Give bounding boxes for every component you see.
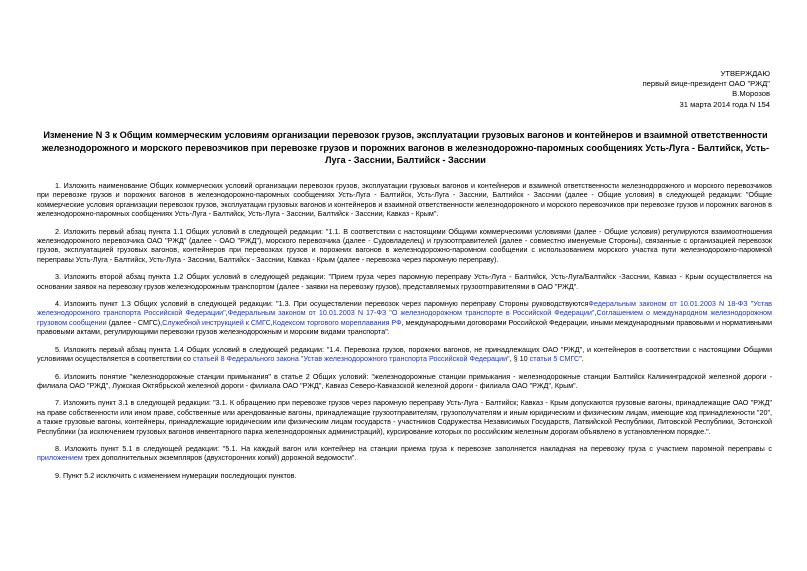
paragraph-2: 2. Изложить первый абзац пункта 1.1 Общих условий в следующей редакции: "1.1. В соответствии с настоящими Общими коммерческими условиями (далее - Общие условия) регулируются взаимоотношения железнодорожного перевозчика ОАО "РЖД" (далее - ОАО "РЖД"), морского перевозчика (далее - Судовладелец) и грузоотправителей (далее - совместно именуемые Стороны), связанные с организацией перевозок грузов, эксплуатацией грузовых вагонов, контейнеров при перевозках грузов и порожних вагонов в железнодорожно-паромном сообщении с использованием морского участка пути железнодорожно-паромной переправы Усть-Луга - Балтийск, Усть-Луга - Засснии, Балтийск - Засснии, Кавказ - Крым (далее - перевозка через паромную переправу). bbox=[37, 226, 772, 264]
paragraph-5 bbox=[37, 345, 772, 364]
paragraph-6: 6. Изложить понятие "железнодорожные станции примыкания" в статье 2 Общих условий: "железнодорожные станции примыкания - железнодорожные станции Балтийск Калининградской железной дороги - филиала ОАО "РЖД", Лужская Октябрьской железной дороги - филиала ОАО "РЖД", Кавказ Северо-Кавказской железной дороги - филиала ОАО "РЖД", Крым". bbox=[37, 371, 772, 390]
link-smgs-agreement[interactable]: Соглашением о международном железнодорожном грузовом сообщении bbox=[37, 308, 772, 327]
approval-signatory: В.Морозов bbox=[732, 89, 770, 99]
paragraph-4 bbox=[37, 299, 772, 337]
approval-heading: УТВЕРЖДАЮ bbox=[720, 69, 770, 78]
paragraph-4-text-e: , bbox=[270, 317, 273, 327]
approval-block bbox=[643, 69, 770, 110]
link-article-5-smgs[interactable]: статьи 5 СМГС bbox=[529, 354, 580, 364]
paragraph-4-text-b: , bbox=[225, 308, 228, 318]
paragraph-4-text-c: , bbox=[594, 308, 597, 318]
link-smgs-instruction[interactable]: Служебной инструкцией к СМГС bbox=[162, 317, 271, 327]
paragraph-8-text-a: 8. Изложить пункт 5.1 в следующей редакции: "5.1. На каждый вагон или контейнер на станции приема груза к перевозке заполняется накладная на перевозку груза с участием паромной переправы с bbox=[55, 443, 772, 453]
link-federal-law-18fz[interactable]: Федеральным законом от 10.01.2003 N 18-ФЗ "Устав железнодорожного транспорта Российской Федерации" bbox=[37, 299, 773, 318]
link-federal-law-17fz[interactable]: Федеральным законом от 10.01.2003 N 17-ФЗ "О железнодорожном транспорте в Российской Федерации" bbox=[227, 308, 595, 318]
paragraph-1: 1. Изложить наименование Общих коммерческих условий организации перевозок грузов, эксплуатации грузовых вагонов и контейнеров и взаимной ответственности железнодорожного и морского перевозчиков при перевозке грузов и порожних вагонов в железнодорожно-паромных сообщениях Усть-Луга - Балтийск, Усть-Луга - Засснии, Балтийск - Засснии (далее - Общие условия) в следующей редакции: "Общие коммерческие условия организации перевозок грузов, эксплуатации грузовых вагонов и контейнеров и взаимной ответственности железнодорожного и морского перевозчиков при перевозке грузов и порожних вагонов в железнодорожно-паромных сообщениях Усть-Луга - Балтийск, Усть-Луга - Засснии, Балтийск - Засснии, Кавказ - Крым". bbox=[37, 181, 772, 219]
paragraph-4-text-d: (далее - СМГС), bbox=[106, 317, 163, 327]
paragraph-8 bbox=[37, 444, 772, 463]
link-merchant-shipping-code[interactable]: Кодексом торгового мореплавания РФ bbox=[272, 317, 402, 327]
document-title: Изменение N 3 к Общим коммерческим условиям организации перевозок грузов, эксплуатации грузовых вагонов и контейнеров и взаимной ответственности железнодорожного и морского перевозчиков при перевозке грузов и порожних вагонов в железнодорожно-паромных сообщениях Усть-Луга - Балтийск, Усть-Луга - Засснии, Балтийск - Засснии bbox=[41, 130, 770, 166]
link-article-8-railway-charter[interactable]: статьей 8 Федерального закона "Устав железнодорожного транспорта Российской Федерации" bbox=[192, 354, 510, 364]
paragraph-9: 9. Пункт 5.2 исключить с изменением нумерации последующих пунктов. bbox=[55, 470, 297, 480]
link-appendix[interactable]: приложением bbox=[37, 453, 83, 463]
paragraph-8-text-b: трех дополнительных экземпляров (двухсторонних копий) дорожной ведомости". bbox=[82, 453, 357, 463]
paragraph-4-text-f: , международными договорами Российской Федерации, иными международными правовыми и нормативными правовыми актами, регулирующими перевозки грузов железнодорожным и морским видами транспорта". bbox=[37, 317, 773, 337]
approval-date: 31 марта 2014 года N 154 bbox=[679, 99, 770, 109]
document-body bbox=[37, 181, 772, 488]
paragraph-3: 3. Изложить второй абзац пункта 1.2 Общих условий в следующей редакции: "Прием груза через паромную переправу Усть-Луга - Балтийск, Усть-Луга/Балтийск -Засснии, Кавказ - Крым осуществляется на основании заявок на перевозку грузов железнодорожным транспортом (далее - заявки на перевозку грузов), представляемых грузоотправителями в ОАО "РЖД". bbox=[37, 272, 772, 291]
paragraph-5-text-c: ". bbox=[579, 354, 584, 364]
paragraph-5-text-a: 5. Изложить первый абзац пункта 1.4 Общих условий в следующей редакции: "1.4. Перевозка грузов, порожних вагонов, не принадлежащих ОАО "РЖД", и контейнеров в соответствии с настоящими Общими условиями осуществляется в соответствии со bbox=[37, 344, 772, 364]
paragraph-7: 7. Изложить пункт 3.1 в следующей редакции: "3.1. К обращению при перевозке грузов через паромную переправу Усть-Луга - Балтийск; Кавказ - Крым допускаются грузовые вагоны, принадлежащие ОАО "РЖД" на праве собственности или ином праве, собственные или арендованные вагоны, принадлежащие грузоотправителям, грузополучателям и иным юридическим и физическим лицам, имеющие код принадлежности "20", а также грузовые вагоны, контейнеры, принадлежащие юридическим или физическим лицам государств - участников Содружества Независимых Государств, Латвийской Республики, Литовской Республики, Эстонской Республики (за исключением грузовых вагонов инвентарного парка железнодорожных администраций), курсирование которых по российским железным дорогам объявлено в установленном порядке.". bbox=[37, 398, 772, 436]
paragraph-4-text-a: 4. Изложить пункт 1.3 Общих условий в следующей редакции: "1.3. При осуществлении перевозок через паромную переправу Стороны руководствуются bbox=[55, 299, 589, 309]
approval-position: первый вице-президент ОАО "РЖД" bbox=[642, 79, 770, 89]
paragraph-5-text-b: , § 10 bbox=[509, 354, 530, 364]
